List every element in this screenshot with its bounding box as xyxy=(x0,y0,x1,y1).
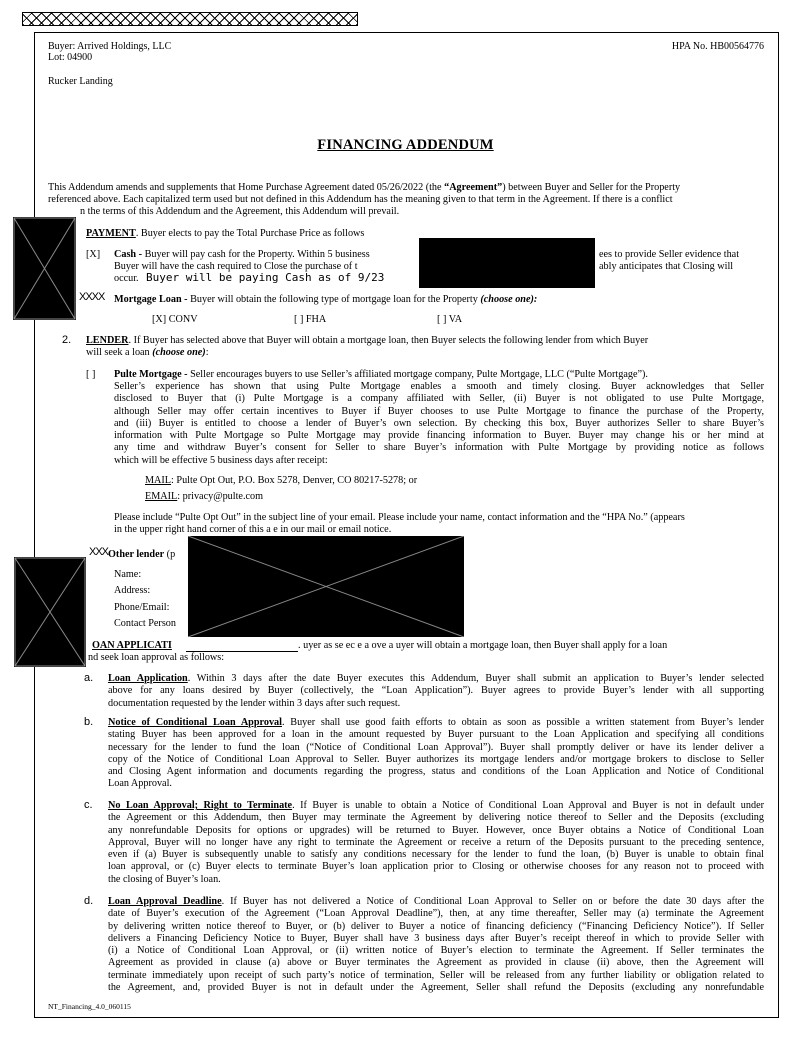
pulte-checkbox[interactable]: [ ] xyxy=(86,369,96,380)
field-contact-person-label: Contact Person xyxy=(114,618,176,629)
field-address-label: Address: xyxy=(114,585,151,596)
lender-line-2: will seek a loan (choose one): xyxy=(86,347,209,358)
item-line: (i) a Notice of Conditional Loan Approval, or (ii) written notice of Buyer’s election to terminate the Agreement. If Seller terminates the xyxy=(108,945,764,957)
item-line: Loan Application. Within 3 days after the date Buyer executes this Addendum, Buyer shall submit an application to Buyer’s lender selected xyxy=(108,673,764,684)
item-line: stating Buyer has been approved for a loan in the amount requested by Buyer pursuant to the Loan Application and specifying all conditions xyxy=(108,729,764,741)
item-line: terminate immediately upon receipt of such party’s notice of termination, Seller will be released from any further liability or obligation related to xyxy=(108,969,764,981)
email-line: EMAIL: privacy@pulte.com xyxy=(145,491,264,502)
redacted-x-box xyxy=(14,557,86,667)
option-fha[interactable]: [ ] FHA xyxy=(294,314,327,325)
item-line: even if (a) Buyer is subsequently unable to satisfy any conditions necessary for the lender to fund the loan, (b) Buyer is unable to obtain final xyxy=(108,849,764,861)
pulte-line: and (iii) Buyer is entitled to choose a lender of Buyer’s own selection. By checking this box, Buyer authorizes Seller to share Buyer’s xyxy=(114,417,764,429)
redacted-lender-details xyxy=(188,536,464,637)
lot-line: Lot: 04900 xyxy=(48,52,93,63)
pulte-line: which will be effective 5 business days after receipt: xyxy=(114,454,328,466)
mortgage-checkbox[interactable]: XXXX xyxy=(79,291,105,303)
cash-handwritten-note: Buyer will be paying Cash as of 9/23 xyxy=(146,271,385,284)
community-line: Rucker Landing xyxy=(48,76,113,87)
other-lender-label: Other lender (p xyxy=(108,549,176,560)
option-conv[interactable]: [X] CONV xyxy=(152,314,198,325)
optout-line-2: in the upper right hand corner of this a e in our mail or email notice. xyxy=(114,524,392,535)
mail-line: MAIL: Pulte Opt Out, P.O. Box 5278, Denver, CO 80217-5278; or xyxy=(145,475,418,486)
item-line: Approval, Buyer will no longer have any right to terminate the Agreement or receive a return of the Deposits pursuant to the preceding sentence, xyxy=(108,836,764,848)
intro-line-3: n the terms of this Addendum and the Agreement, this Addendum will prevail. xyxy=(80,206,400,217)
item-line: the closing of Buyer’s loan. xyxy=(108,873,221,885)
cash-line-2-end: ably anticipates that Closing will xyxy=(599,261,734,272)
option-va[interactable]: [ ] VA xyxy=(437,314,463,325)
item-line: the Agreement, and, provided Buyer is not in default under the Agreement, Seller shall refund the Deposits (excluding any nonrefundable xyxy=(108,982,764,994)
loan-application-heading: OAN APPLICATI xyxy=(92,640,172,651)
mortgage-line: Mortgage Loan - Buyer will obtain the following type of mortgage loan for the Property (choose one): xyxy=(114,294,538,305)
pulte-line-1: Pulte Mortgage - Seller encourages buyers to use Seller’s affiliated mortgage company, Pulte Mortgage, LLC (“Pulte Mortgage”). xyxy=(114,369,648,380)
payment-heading: PAYMENT. Buyer elects to pay the Total Purchase Price as follows xyxy=(86,228,365,239)
buyer-line: Buyer: Arrived Holdings, LLC xyxy=(48,41,172,52)
item-line: loan approval, or (c) Buyer elects to terminate Buyer’s loan application prior to Closing or otherwise chooses for any reason not to proceed with xyxy=(108,861,764,873)
page-title: FINANCING ADDENDUM xyxy=(317,137,494,153)
loan-application-line-1: . uyer as se ec e a ove a uyer will obtain a mortgage loan, then Buyer shall apply for a loan xyxy=(298,640,668,651)
item-approval-deadline xyxy=(108,896,764,994)
pulte-paragraph xyxy=(114,381,764,467)
pulte-line: information with Pulte Mortgage so Pulte Mortgage may provide financing information to Buyer. Buyer may change his or her mind at xyxy=(114,430,764,442)
item-conditional-approval xyxy=(108,717,764,791)
pulte-line: Seller’s experience has shown that using Pulte Mortgage enables a smooth and timely closing. Buyer acknowledges that Seller xyxy=(114,381,764,392)
item-line: Loan Approval Deadline. If Buyer has not delivered a Notice of Conditional Loan Approval to Seller on or before the date 30 days after the xyxy=(108,896,764,907)
pulte-line: although Seller may offer certain incentives to Buyer if Buyer chooses to use Pulte Mortgage to finance the purchase of the Property, xyxy=(114,405,764,417)
cash-line-1-end: ees to provide Seller evidence that xyxy=(599,249,740,260)
field-phone-email-label: Phone/Email: xyxy=(114,602,170,613)
intro-line-1: This Addendum amends and supplements that Home Purchase Agreement dated 05/26/2022 (the “Agreement”) between Buyer and Seller for the Property xyxy=(48,182,681,193)
cash-checkbox[interactable]: [X] xyxy=(86,249,101,260)
item-letter: a. xyxy=(84,672,94,684)
item-line: copy of the Notice of Conditional Loan Approval to Seller. Buyer authorizes its mortgage lenders and/or mortgage brokers to disclose to Seller xyxy=(108,753,764,765)
lender-line-1: LENDER. If Buyer has selected above that Buyer will obtain a mortgage loan, then Buyer selects the following lender from which Buyer xyxy=(86,335,649,346)
pulte-line: any time and withdraw Buyer’s consent for Seller to share Buyer’s information with Pulte Mortgage by providing notice as follows xyxy=(114,442,764,454)
item-line: date of Buyer’s execution of the Agreement (“Loan Approval Deadline”), then, at any time thereafter, Seller may (a) terminate the Agreement xyxy=(108,908,764,920)
item-line: Loan Approval. xyxy=(108,778,172,790)
section-number: 2. xyxy=(62,334,72,346)
pulte-line: disclosed to Buyer that (i) Pulte Mortgage is a company affiliated with Seller, (ii) Buyer is not obligated to use Pulte Mortgage, xyxy=(114,393,764,405)
item-line: Agreement as provided in clause (a) above or Buyer terminates the Agreement as provided in clause (ii) above, then the Agreement will xyxy=(108,957,764,969)
item-line: and Closing Agent information and documents regarding the progress, status and conditions of the Loan Application and Notice of Conditional xyxy=(108,766,764,778)
item-line: necessary for the lender to fund the loan (“Notice of Conditional Loan Approval”). Buyer shall promptly deliver or have its lender deliver a xyxy=(108,741,764,753)
hpa-number: HPA No. HB00564776 xyxy=(671,41,764,52)
redaction-block xyxy=(419,238,595,288)
item-loan-application xyxy=(108,673,764,710)
item-letter: d. xyxy=(84,895,94,907)
item-letter: b. xyxy=(84,716,94,728)
item-line: above for any loans desired by Buyer (collectively, the “Loan Application”). Buyer agrees to provide Buyer’s lender with all supporting xyxy=(108,685,764,697)
loan-application-line-2: nd seek loan approval as follows: xyxy=(88,652,225,663)
item-line: by delivering written notice thereof to Buyer, or (b) deliver to Buyer a notice of financing deficiency (“Financing Deficiency Notice”). If Seller xyxy=(108,920,764,932)
intro-line-2: referenced above. Each capitalized term used but not defined in this Addendum has the meaning given to that term in the Agreement. If there is a conflict xyxy=(48,194,673,205)
item-no-loan-approval xyxy=(108,800,764,886)
item-line: any nonrefundable Deposits for options or upgrades) will be returned to Buyer. However, once Buyer obtains a Notice of Conditional Loan xyxy=(108,824,764,836)
item-line: the Agreement or this Addendum, then Buyer may terminate the Agreement by delivering notice thereof to Seller and the Deposits (excluding xyxy=(108,812,764,824)
footer-form-id: NT_Financing_4.0_060115 xyxy=(48,1002,131,1011)
item-line: delivers a Financing Deficiency Notice to Buyer, Buyer shall have 3 business days after Buyer’s receipt thereof in which to provide Seller with xyxy=(108,932,764,944)
cash-line-3: occur. xyxy=(114,273,139,284)
redacted-x-box xyxy=(13,217,76,320)
optout-line-1: Please include “Pulte Opt Out” in the subject line of your email. Please include your name, contact information and the “HPA No.” (appears xyxy=(114,512,685,523)
item-letter: c. xyxy=(84,799,93,811)
item-line: No Loan Approval; Right to Terminate. If Buyer is unable to obtain a Notice of Conditional Loan Approval and Buyer is not in default under xyxy=(108,800,764,811)
cash-line-1: Cash - Buyer will pay cash for the Property. Within 5 business xyxy=(114,249,370,260)
cash-line-2: Buyer will have the cash required to Close the purchase of t xyxy=(114,261,358,272)
other-lender-checkbox[interactable]: XXX xyxy=(89,546,109,558)
redaction-bar xyxy=(22,12,358,26)
field-name-label: Name: xyxy=(114,569,142,580)
item-line: Notice of Conditional Loan Approval. Buyer shall use good faith efforts to obtain as soon as possible a written statement from Buyer’s lender xyxy=(108,717,764,728)
item-line: documentation requested by the lender within 3 days after such request. xyxy=(108,697,401,709)
